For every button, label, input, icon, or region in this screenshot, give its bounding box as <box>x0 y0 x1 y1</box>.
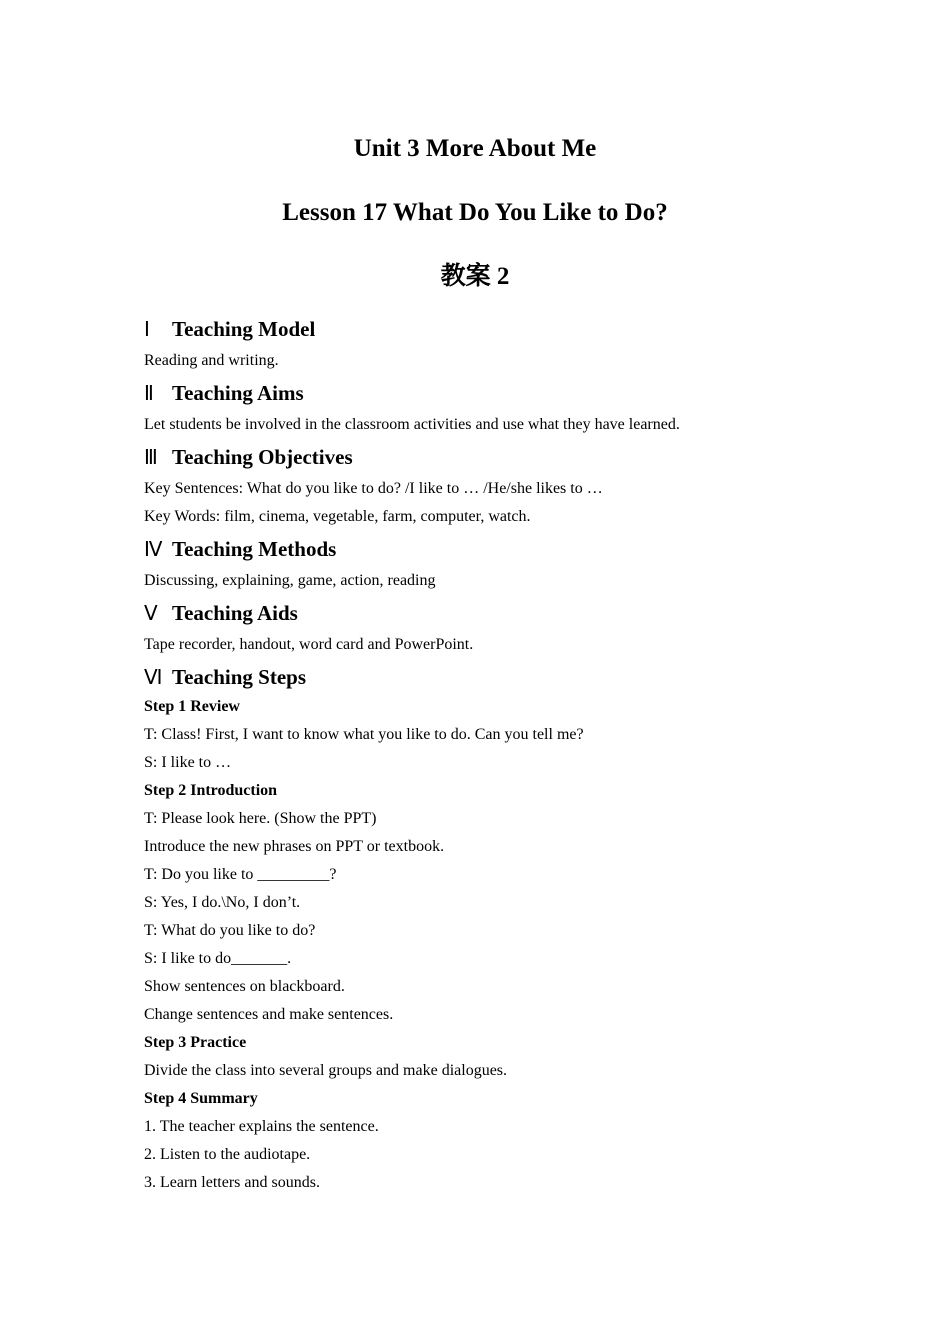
section-text: Reading and writing. <box>144 352 279 369</box>
step-line: 1. The teacher explains the sentence. <box>144 1118 379 1135</box>
section-number: Ⅲ <box>144 445 158 469</box>
section-heading-text: Teaching Objectives <box>172 445 353 469</box>
key-sentences: Key Sentences: What do you like to do? /I like to … /He/she likes to … <box>144 480 603 497</box>
section-heading-text: Teaching Steps <box>172 665 307 689</box>
document-body <box>144 313 844 1197</box>
step-line: 2. Listen to the audiotape. <box>144 1146 311 1163</box>
section-heading-aims <box>144 377 844 409</box>
step-2-title: Step 2 Introduction <box>144 782 278 799</box>
step-line: S: I like to … <box>144 754 232 771</box>
step-4-title: Step 4 Summary <box>144 1090 258 1107</box>
step-line: 3. Learn letters and sounds. <box>144 1174 320 1191</box>
step-line: T: Class! First, I want to know what you like to do. Can you tell me? <box>144 726 584 743</box>
section-number: Ⅳ <box>144 537 163 561</box>
section-heading-steps <box>144 661 844 693</box>
plan-title: 教案 2 <box>440 263 510 290</box>
section-text: Let students be involved in the classroom activities and use what they have learned. <box>144 416 680 433</box>
step-line: S: Yes, I do.\No, I don’t. <box>144 894 301 911</box>
section-number: Ⅱ <box>144 381 154 405</box>
section-heading-objectives <box>144 441 844 473</box>
section-heading-aids <box>144 597 844 629</box>
step-line: Divide the class into several groups and make dialogues. <box>144 1062 508 1079</box>
section-number: Ⅵ <box>144 665 163 689</box>
section-text: Tape recorder, handout, word card and PowerPoint. <box>144 636 474 653</box>
section-heading-text: Teaching Model <box>172 317 316 341</box>
section-heading-methods <box>144 533 844 565</box>
section-heading-text: Teaching Aids <box>172 601 298 625</box>
section-number: Ⅴ <box>144 601 158 625</box>
lesson-title: Lesson 17 What Do You Like to Do? <box>282 199 668 226</box>
unit-title: Unit 3 More About Me <box>353 135 597 162</box>
section-heading-text: Teaching Aims <box>172 381 304 405</box>
step-line: T: Do you like to _________? <box>144 866 337 883</box>
step-1-title: Step 1 Review <box>144 698 240 715</box>
step-line: Change sentences and make sentences. <box>144 1006 394 1023</box>
section-heading-model <box>144 313 844 345</box>
step-3-title: Step 3 Practice <box>144 1034 247 1051</box>
step-line: S: I like to do_______. <box>144 950 292 967</box>
section-text: Discussing, explaining, game, action, reading <box>144 572 436 589</box>
step-line: T: What do you like to do? <box>144 922 316 939</box>
step-line: Show sentences on blackboard. <box>144 978 345 995</box>
step-line: Introduce the new phrases on PPT or textbook. <box>144 838 445 855</box>
step-line: T: Please look here. (Show the PPT) <box>144 810 377 827</box>
section-number: Ⅰ <box>144 317 150 341</box>
key-words: Key Words: film, cinema, vegetable, farm, computer, watch. <box>144 508 531 525</box>
section-heading-text: Teaching Methods <box>172 537 337 561</box>
